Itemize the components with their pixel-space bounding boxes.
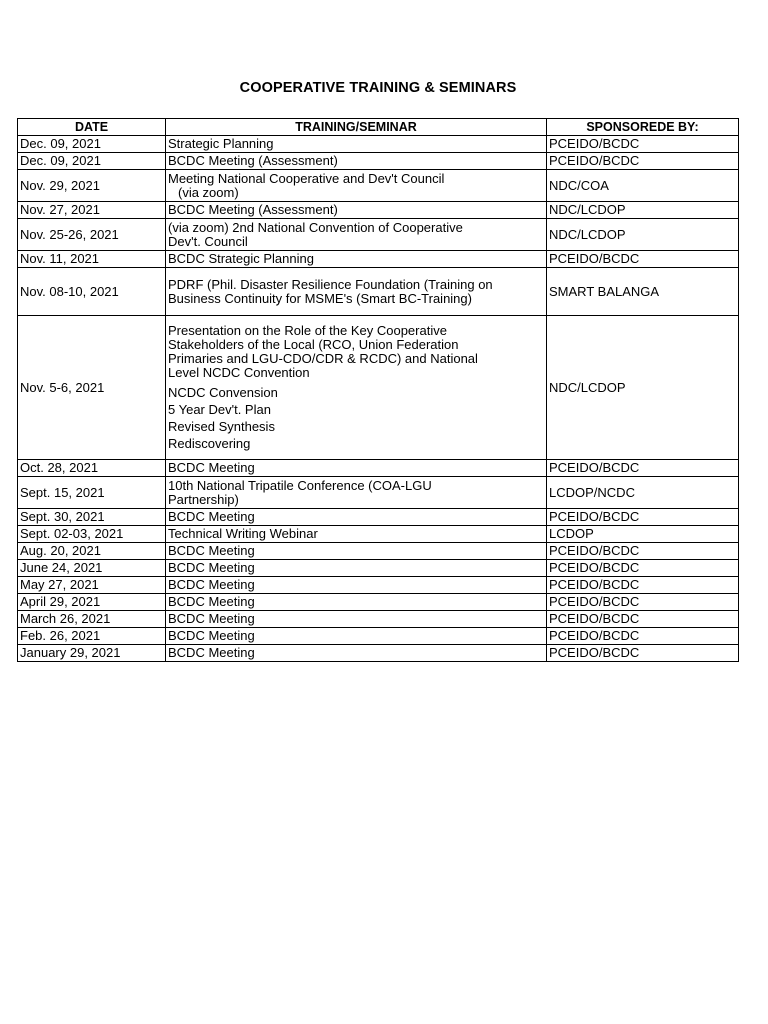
date-cell: Nov. 27, 2021 (18, 202, 166, 219)
date-cell: Oct. 28, 2021 (18, 460, 166, 477)
sponsor-cell: SMART BALANGA (547, 268, 739, 316)
sponsor-cell: PCEIDO/BCDC (547, 594, 739, 611)
table-row (18, 594, 739, 611)
date-cell: March 26, 2021 (18, 611, 166, 628)
training-line: Presentation on the Role of the Key Cooperative (168, 323, 447, 338)
training-cell (166, 170, 547, 202)
training-cell (166, 219, 547, 251)
table-row (18, 645, 739, 662)
table-row (18, 153, 739, 170)
training-cell (166, 251, 547, 268)
table-row (18, 268, 739, 316)
training-cell (166, 509, 547, 526)
table-row (18, 136, 739, 153)
training-table (17, 118, 739, 662)
sponsor-cell: NDC/COA (547, 170, 739, 202)
training-line: BCDC Meeting (Assessment) (168, 202, 338, 217)
training-line: (via zoom) 2nd National Convention of Cooperative (168, 219, 463, 235)
sponsor-cell: PCEIDO/BCDC (547, 645, 739, 662)
training-line: Partnership) (168, 491, 239, 507)
sponsor-cell: NDC/LCDOP (547, 202, 739, 219)
table-row (18, 628, 739, 645)
training-cell (166, 543, 547, 560)
table-row (18, 251, 739, 268)
table-body (18, 136, 739, 662)
table-row (18, 526, 739, 543)
training-subitem: Revised Synthesis (168, 419, 275, 434)
training-cell (166, 645, 547, 662)
training-cell (166, 594, 547, 611)
date-cell: January 29, 2021 (18, 645, 166, 662)
training-cell (166, 477, 547, 509)
training-cell (166, 136, 547, 153)
sponsor-cell: PCEIDO/BCDC (547, 136, 739, 153)
training-cell (166, 577, 547, 594)
date-cell: Aug. 20, 2021 (18, 543, 166, 560)
date-cell: Feb. 26, 2021 (18, 628, 166, 645)
date-cell: Dec. 09, 2021 (18, 136, 166, 153)
training-line: BCDC Strategic Planning (168, 251, 314, 266)
training-subitem: 5 Year Dev't. Plan (168, 402, 271, 417)
table-row (18, 477, 739, 509)
sponsor-cell: PCEIDO/BCDC (547, 628, 739, 645)
training-line: PDRF (Phil. Disaster Resilience Foundation (Training on (168, 276, 493, 292)
training-line: BCDC Meeting (168, 543, 255, 558)
date-cell: Nov. 08-10, 2021 (18, 268, 166, 316)
date-cell: Nov. 25-26, 2021 (18, 219, 166, 251)
date-cell: Sept. 02-03, 2021 (18, 526, 166, 543)
sponsor-cell: PCEIDO/BCDC (547, 153, 739, 170)
table-row (18, 219, 739, 251)
header-training: TRAINING/SEMINAR (166, 119, 547, 136)
date-cell: Nov. 11, 2021 (18, 251, 166, 268)
training-line: 10th National Tripatile Conference (COA-LGU (168, 477, 432, 493)
table-row (18, 509, 739, 526)
header-sponsor: SPONSOREDE BY: (547, 119, 739, 136)
date-cell: Sept. 15, 2021 (18, 477, 166, 509)
date-cell: Nov. 5-6, 2021 (18, 316, 166, 460)
sponsor-cell: PCEIDO/BCDC (547, 611, 739, 628)
date-cell: Nov. 29, 2021 (18, 170, 166, 202)
table-row (18, 460, 739, 477)
training-line: Strategic Planning (168, 136, 274, 151)
training-line: BCDC Meeting (168, 560, 255, 575)
header-date: DATE (18, 119, 166, 136)
training-line: Level NCDC Convention (168, 365, 310, 380)
page-title: COOPERATIVE TRAINING & SEMINARS (239, 80, 517, 96)
training-subitem: Rediscovering (168, 436, 251, 451)
sponsor-cell: NDC/LCDOP (547, 316, 739, 460)
training-line: BCDC Meeting (168, 628, 255, 643)
training-line: Meeting National Cooperative and Dev't Council (168, 170, 445, 186)
sponsor-cell: NDC/LCDOP (547, 219, 739, 251)
training-cell (166, 316, 547, 460)
sponsor-cell: LCDOP/NCDC (547, 477, 739, 509)
table-row (18, 543, 739, 560)
training-line: BCDC Meeting (168, 509, 255, 524)
training-cell (166, 460, 547, 477)
sponsor-cell: PCEIDO/BCDC (547, 460, 739, 477)
training-cell (166, 526, 547, 543)
training-line: BCDC Meeting (Assessment) (168, 153, 338, 168)
training-subitem: NCDC Convension (168, 385, 278, 400)
table-row (18, 560, 739, 577)
date-cell: May 27, 2021 (18, 577, 166, 594)
table-row (18, 611, 739, 628)
date-cell: April 29, 2021 (18, 594, 166, 611)
sponsor-cell: PCEIDO/BCDC (547, 560, 739, 577)
sponsor-cell: PCEIDO/BCDC (547, 543, 739, 560)
table-row (18, 316, 739, 460)
training-cell (166, 202, 547, 219)
training-line: BCDC Meeting (168, 460, 255, 475)
training-line: Business Continuity for MSME's (Smart BC-Training) (168, 290, 472, 306)
training-cell (166, 560, 547, 577)
training-line: Stakeholders of the Local (RCO, Union Federation (168, 337, 459, 352)
sponsor-cell: PCEIDO/BCDC (547, 577, 739, 594)
date-cell: Dec. 09, 2021 (18, 153, 166, 170)
date-cell: Sept. 30, 2021 (18, 509, 166, 526)
table-header-row (18, 119, 739, 136)
sponsor-cell: PCEIDO/BCDC (547, 509, 739, 526)
training-line: BCDC Meeting (168, 594, 255, 609)
training-cell (166, 628, 547, 645)
sponsor-cell: PCEIDO/BCDC (547, 251, 739, 268)
training-line: (via zoom) (178, 184, 239, 200)
training-line: BCDC Meeting (168, 645, 255, 660)
table-row (18, 170, 739, 202)
date-cell: June 24, 2021 (18, 560, 166, 577)
training-cell (166, 153, 547, 170)
table-row (18, 202, 739, 219)
training-line: BCDC Meeting (168, 577, 255, 592)
training-line: BCDC Meeting (168, 611, 255, 626)
training-line: Dev't. Council (168, 233, 248, 249)
training-line: Primaries and LGU-CDO/CDR & RCDC) and National (168, 351, 478, 366)
table-row (18, 577, 739, 594)
sponsor-cell: LCDOP (547, 526, 739, 543)
training-cell (166, 268, 547, 316)
training-cell (166, 611, 547, 628)
training-line: Technical Writing Webinar (168, 526, 318, 541)
